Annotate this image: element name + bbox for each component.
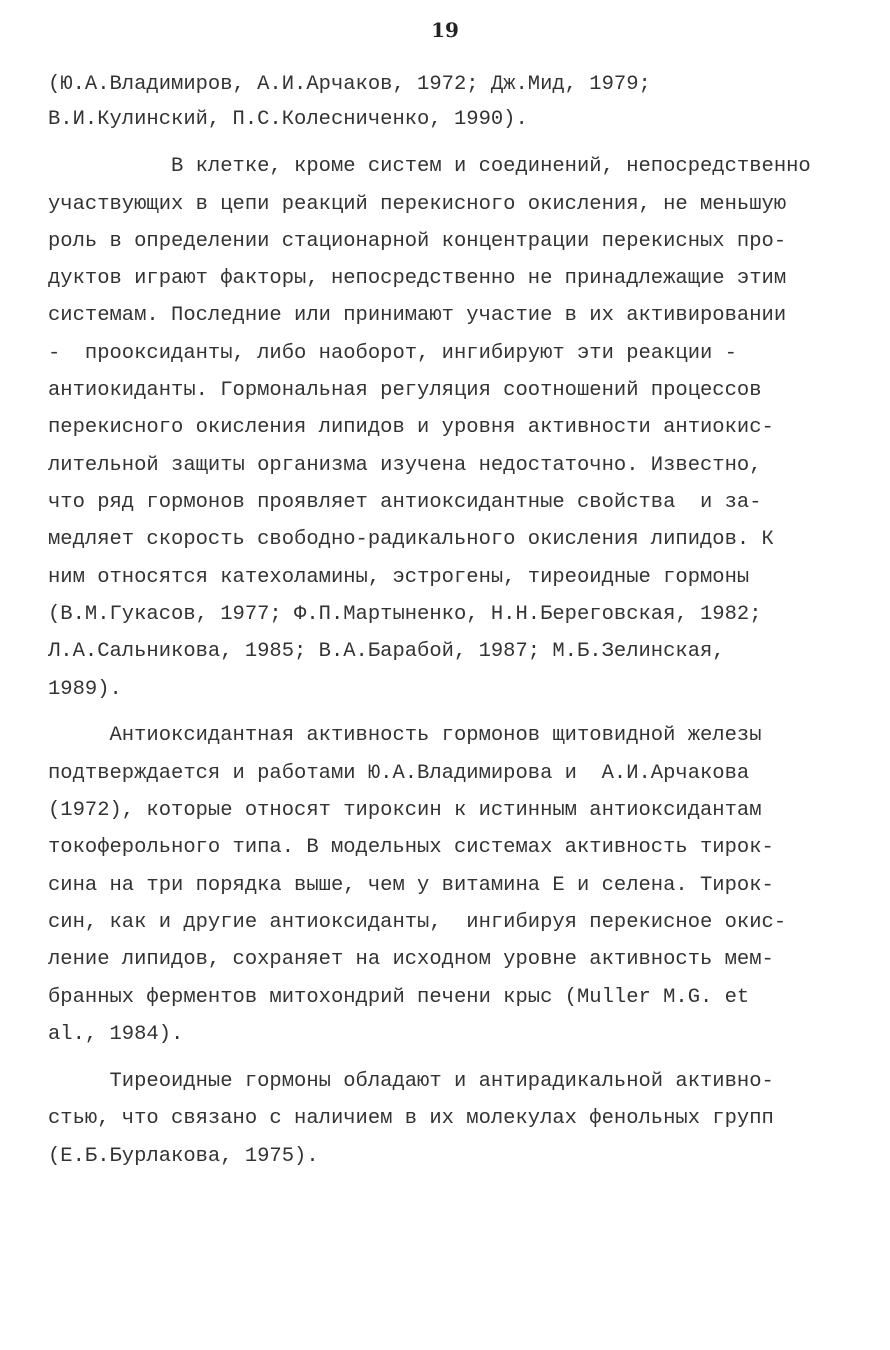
text-line: антиокиданты. Гормональная регуляция соотношений процессов [48,379,762,402]
text-line: роль в определении стационарной концентрации перекисных про- [48,230,787,253]
text-line: син, как и другие антиоксиданты, ингибируя перекисное окис- [48,911,787,934]
text-line: В клетке, кроме систем и соединений, непосредственно [48,155,811,178]
text-line: Л.А.Сальникова, 1985; В.А.Барабой, 1987; М.Б.Зелинская, [48,640,725,663]
text-line: участвующих в цепи реакций перекисного окисления, не меньшую [48,193,787,216]
text-line: сина на три порядка выше, чем у витамина Е и селена. Тирок- [48,874,774,897]
text-line: подтверждается и работами Ю.А.Владимирова и А.И.Арчакова [48,762,750,785]
text-line: лительной защиты организма изучена недостаточно. Известно, [48,454,762,477]
text-line: бранных ферментов митохондрий печени крыс (Muller M.G. et [48,986,750,1009]
text-line: (1972), которые относят тироксин к истинным антиоксидантам [48,799,762,822]
text-line: стью, что связано с наличием в их молекулах фенольных групп [48,1107,774,1130]
text-line: ним относятся катехоламины, эстрогены, тиреоидные гормоны [48,566,750,589]
text-line: перекисного окисления липидов и уровня активности антиокис- [48,416,774,439]
text-line: системам. Последние или принимают участие в их активировании [48,304,787,327]
text-line: Тиреоидные гормоны обладают и антирадикальной активно- [48,1070,774,1093]
text-line: медляет скорость свободно-радикального окисления липидов. К [48,528,774,551]
text-line: ление липидов, сохраняет на исходном уровне активность мем- [48,948,774,971]
text-line: 1989). [48,678,122,701]
text-line: Антиоксидантная активность гормонов щитовидной железы [48,724,762,747]
text-line: (Ю.А.Владимиров, А.И.Арчаков, 1972; Дж.Мид, 1979; [48,73,651,96]
text-line: - прооксиданты, либо наоборот, ингибируют эти реакции - [48,342,737,365]
page-number: 19 [431,18,459,42]
text-line: (Е.Б.Бурлакова, 1975). [48,1145,319,1168]
text-line: (В.М.Гукасов, 1977; Ф.П.Мартыненко, Н.Н.Береговская, 1982; [48,603,762,626]
text-line: дуктов играют факторы, непосредственно не принадлежащие этим [48,267,787,290]
text-line: В.И.Кулинский, П.С.Колесниченко, 1990). [48,108,528,131]
text-line: что ряд гормонов проявляет антиоксидантные свойства и за- [48,491,762,514]
text-line: al., 1984). [48,1023,184,1046]
text-line: токоферольного типа. В модельных системах активность тирок- [48,836,774,859]
